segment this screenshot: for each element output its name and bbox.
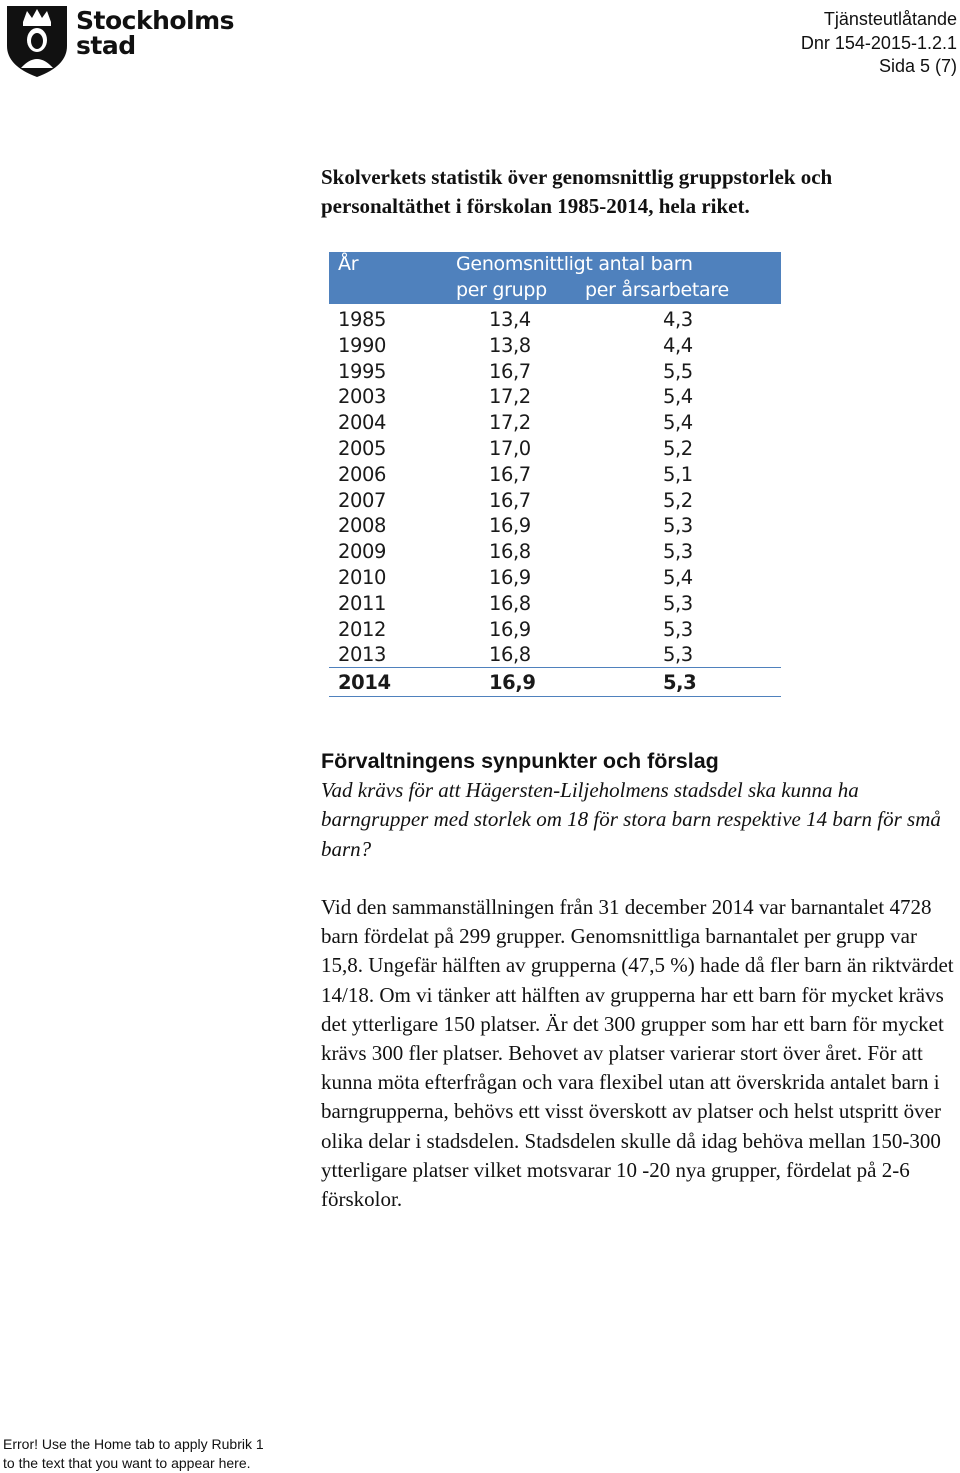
document-classification: Tjänsteutlåtande <box>823 9 957 29</box>
page-number: Sida 5 (7) <box>878 56 957 76</box>
cell-per-staff: 5,4 <box>663 411 693 435</box>
cell-per-group: 16,7 <box>489 462 531 486</box>
header-per-group: per grupp <box>456 279 547 301</box>
section-question: Vad krävs för att Hägersten-Liljeholmens stadsdel ska kunna ha barngrupper med storlek om 18 för stora barn respektive 14 barn för små barn? <box>321 778 941 861</box>
table-header <box>329 252 781 304</box>
cell-year: 1990 <box>338 333 387 357</box>
cell-per-staff: 5,3 <box>663 671 697 695</box>
cell-per-staff: 5,5 <box>663 359 693 383</box>
cell-year: 2013 <box>338 643 387 667</box>
header-year: År <box>338 253 359 275</box>
cell-per-staff: 5,3 <box>663 540 693 564</box>
cell-per-group: 16,9 <box>489 617 531 641</box>
cell-per-group: 17,2 <box>489 385 531 409</box>
stockholms-stad-logo <box>4 2 234 78</box>
table-body <box>329 306 781 697</box>
table-row <box>329 383 781 409</box>
cell-year: 2009 <box>338 540 387 564</box>
cell-year: 2010 <box>338 565 387 589</box>
cell-per-group: 16,7 <box>489 359 531 383</box>
table-row <box>329 409 781 435</box>
cell-per-staff: 5,3 <box>663 514 693 538</box>
cell-per-staff: 5,1 <box>663 462 693 486</box>
cell-per-group: 16,9 <box>489 565 531 589</box>
table-row <box>329 332 781 358</box>
cell-per-staff: 4,3 <box>663 308 693 331</box>
table-row <box>329 590 781 616</box>
cell-per-group: 16,7 <box>489 488 531 512</box>
table-row <box>329 306 781 332</box>
cell-year: 2011 <box>338 591 387 615</box>
footer-line-1: Error! Use the Home tab to apply Rubrik 1 <box>3 1436 264 1452</box>
table-row <box>329 512 781 538</box>
table-row <box>329 538 781 564</box>
cell-per-group: 16,8 <box>489 643 531 667</box>
logo-wordmark-line2: stad <box>76 31 136 60</box>
section-heading: Förvaltningens synpunkter och förslag <box>321 749 719 773</box>
table-row <box>329 487 781 513</box>
cell-per-staff: 4,4 <box>663 333 693 357</box>
cell-per-staff: 5,2 <box>663 436 693 460</box>
cell-per-group: 16,9 <box>489 514 531 538</box>
cell-year: 1995 <box>338 359 387 383</box>
cell-year: 2012 <box>338 617 387 641</box>
footer-error-note <box>3 1435 264 1472</box>
table-caption: Skolverkets statistik över genomsnittlig gruppstorlek och personaltäthet i förskolan 1985-2014, hela riket. <box>321 165 833 218</box>
table-row <box>329 435 781 461</box>
cell-year: 1985 <box>338 308 387 331</box>
cell-year: 2006 <box>338 462 387 486</box>
cell-per-group: 16,9 <box>489 671 536 695</box>
cell-per-staff: 5,3 <box>663 591 693 615</box>
logo-wordmark-line1: Stockholms <box>76 6 235 35</box>
cell-year: 2003 <box>338 385 387 409</box>
cell-per-group: 16,8 <box>489 540 531 564</box>
cell-year: 2008 <box>338 514 387 538</box>
city-crest-icon <box>4 2 70 78</box>
table-row <box>329 564 781 590</box>
document-header-info <box>801 8 957 79</box>
header-per-staff: per årsarbetare <box>585 279 729 301</box>
cell-per-group: 17,0 <box>489 436 531 460</box>
header-group-title: Genomsnittligt antal barn <box>456 253 693 275</box>
cell-per-group: 13,8 <box>489 333 531 357</box>
cell-per-staff: 5,3 <box>663 643 693 667</box>
section-body-paragraph: Vid den sammanställningen från 31 december 2014 var barnantalet 4728 barn fördelat på 299 grupper. Genomsnittliga barnantalet per grupp var 15,8. Ungefär hälften av grupperna (47,5 %) hade då fler barn än riktvärdet 14/18. Om vi tänker att hälften av grupperna har ett barn för mycket krävs det ytterligare 150 platser. Är det 300 grupper som har ett barn för mycket krävs 300 fler platser. Behovet av platser varierar stort över året. För att kunna möta efterfrågan och vara flexibel utan att överskrida antalet barn i barngrupperna, behövs ett visst överskott av platser och helst utspritt över olika delar i stadsdelen. Stadsdelen skulle då idag behöva mellan 150-300 ytterligare platser vilket motsvarar 10 -20 nya grupper, fördelat på 2-6 förskolor. <box>321 895 954 1212</box>
table-row <box>329 667 781 697</box>
cell-per-staff: 5,3 <box>663 617 693 641</box>
document-dnr: Dnr 154-2015-1.2.1 <box>800 32 957 53</box>
cell-per-group: 16,8 <box>489 591 531 615</box>
cell-per-group: 17,2 <box>489 411 531 435</box>
table-row <box>329 641 781 667</box>
table-row <box>329 616 781 642</box>
cell-per-staff: 5,4 <box>663 385 693 409</box>
cell-per-staff: 5,2 <box>663 488 693 512</box>
footer-line-2: to the text that you want to appear here. <box>3 1454 251 1471</box>
cell-year: 2004 <box>338 411 387 435</box>
cell-year: 2005 <box>338 436 387 460</box>
cell-per-staff: 5,4 <box>663 565 693 589</box>
table-row <box>329 461 781 487</box>
statistics-table <box>329 252 781 697</box>
table-row <box>329 358 781 384</box>
cell-per-group: 13,4 <box>489 308 531 331</box>
cell-year: 2014 <box>338 671 391 695</box>
cell-year: 2007 <box>338 488 387 512</box>
